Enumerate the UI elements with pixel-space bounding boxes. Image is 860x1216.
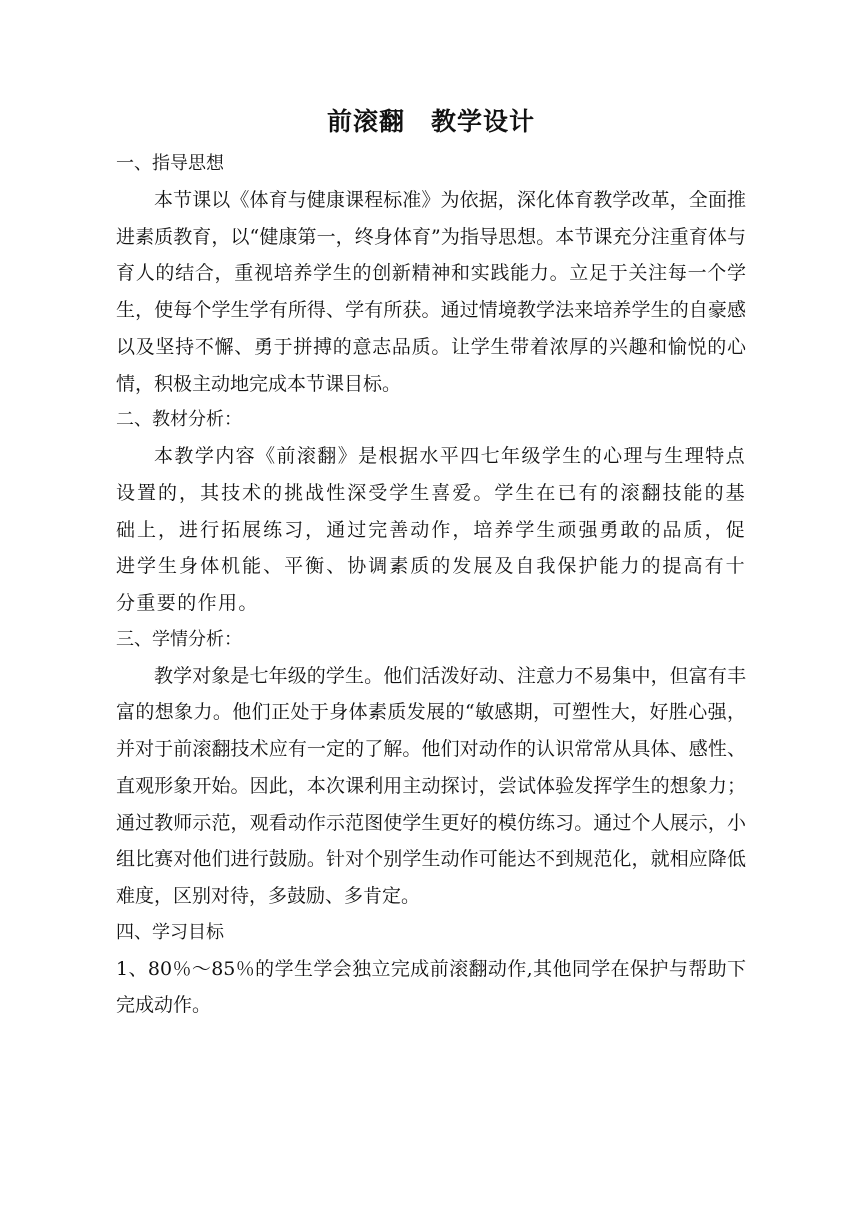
section-heading: 一、指导思想 [116,153,224,174]
section-heading: 四、学习目标 [116,921,224,943]
document-page [116,100,746,1024]
section-heading: 三、学情分析： [116,628,242,650]
section-learning-objectives [116,915,746,1024]
objective-item: 1、80％～85％的学生学会独立完成前滚翻动作,其他同学在保护与帮助下完成动作。 [116,957,746,1017]
section-textbook-analysis [116,402,746,622]
section-paragraph: 教学对象是七年级的学生。他们活泼好动、注意力不易集中，但富有丰富的想象力。他们正处于身体素质发展的“敏感期，可塑性大，好胜心强，并对于前滚翻技术应有一定的了解。他们对动作的认识常常从具体、感性、直观形象开始。因此，本次课利用主动探讨，尝试体验发挥学生的想象力；通过教师示范，观看动作示范图使学生更好的模仿练习。通过个人展示，小组比赛对他们进行鼓励。针对个别学生动作可能达不到规范化，就相应降低难度，区别对待，多鼓励、多肯定。 [116,664,746,907]
document-title: 前滚翻 教学设计 [326,107,535,136]
section-learner-analysis [116,622,746,915]
section-paragraph: 本节课以《体育与健康课程标准》为依据，深化体育教学改革，全面推进素质教育，以“健康第一，终身体育”为指导思想。本节课充分注重育体与育人的结合，重视培养学生的创新精神和实践能力。立足于关注每一个学生，使每个学生学有所得、学有所获。通过情境教学法来培养学生的自豪感以及坚持不懈、勇于拼搏的意志品质。让学生带着浓厚的兴趣和愉悦的心情，积极主动地完成本节课目标。 [116,189,746,395]
section-guiding-ideology [116,146,746,402]
section-heading: 二、教材分析： [116,409,242,431]
section-paragraph: 本教学内容《前滚翻》是根据水平四七年级学生的心理与生理特点设置的，其技术的挑战性深受学生喜爱。学生在已有的滚翻技能的基础上，进行拓展练习，通过完善动作，培养学生顽强勇敢的品质，促进学生身体机能、平衡、协调素质的发展及自我保护能力的提高有十分重要的作用。 [116,445,746,615]
